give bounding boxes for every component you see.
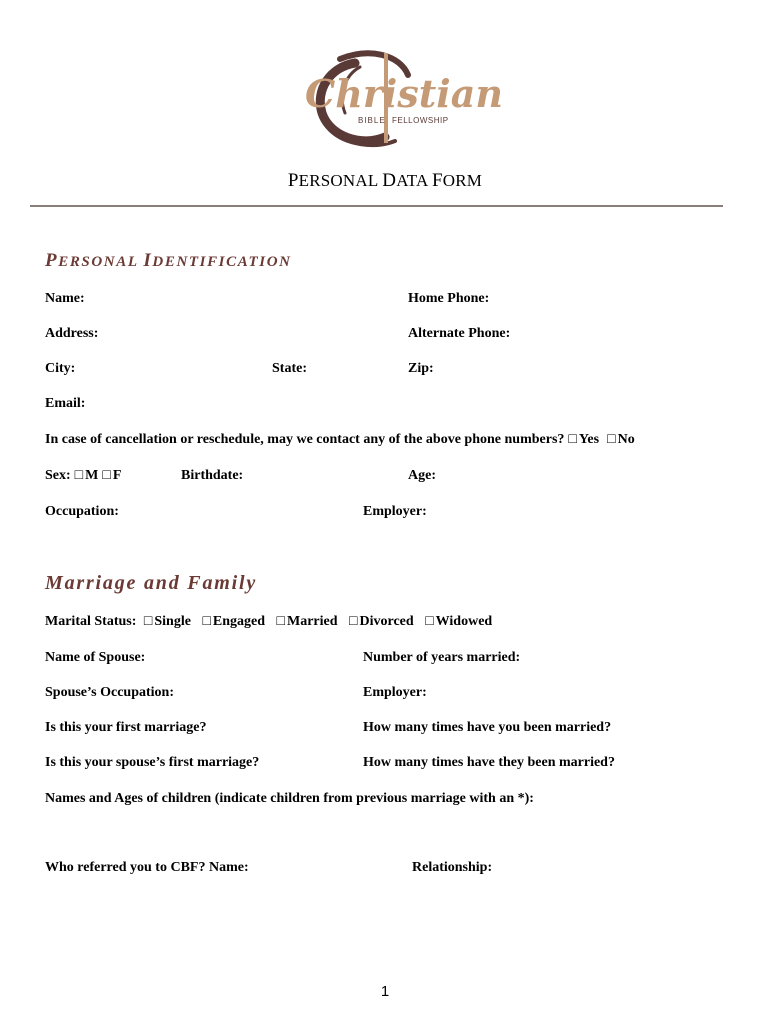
married-checkbox[interactable]: □	[276, 614, 285, 629]
sex-field: Sex: □ M □ F	[45, 468, 122, 483]
marital-status-field: Marital Status: □ Single □ Engaged □ Married □ Divorced □ Widowed	[45, 614, 493, 629]
spouse-occupation-label: Spouse’s Occupation:	[45, 685, 175, 700]
title-divider	[30, 205, 723, 207]
alternate-phone-label: Alternate Phone:	[408, 326, 511, 341]
times-they-married-label: How many times have they been married?	[363, 755, 615, 770]
widowed-checkbox[interactable]: □	[425, 614, 434, 629]
email-label: Email:	[45, 396, 86, 411]
years-married-label: Number of years married:	[363, 650, 521, 665]
section-heading-marriage-family: Marriage and Family	[45, 572, 257, 594]
city-label: City:	[45, 361, 76, 376]
single-checkbox[interactable]: □	[143, 614, 153, 629]
engaged-checkbox[interactable]: □	[202, 614, 211, 629]
no-checkbox[interactable]: □	[607, 432, 616, 447]
first-marriage-label: Is this your first marriage?	[45, 720, 207, 735]
address-label: Address:	[45, 326, 99, 341]
male-checkbox[interactable]: □	[74, 468, 84, 483]
home-phone-label: Home Phone:	[408, 291, 490, 306]
name-label: Name:	[45, 291, 85, 306]
logo-sub-left: BIBLE	[358, 116, 386, 125]
contact-question: In case of cancellation or reschedule, may we contact any of the above phone numbers? □ Yes □ No	[45, 432, 635, 447]
section-heading-personal-identification: PERSONAL IDENTIFICATION	[45, 250, 292, 271]
times-married-label: How many times have you been married?	[363, 720, 612, 735]
referred-by-label: Who referred you to CBF? Name:	[45, 860, 249, 875]
divorced-checkbox[interactable]: □	[349, 614, 358, 629]
spouse-name-label: Name of Spouse:	[45, 650, 146, 665]
age-label: Age:	[408, 468, 436, 483]
zip-label: Zip:	[408, 361, 434, 376]
logo-sub-right: FELLOWSHIP	[392, 116, 449, 125]
state-label: State:	[272, 361, 307, 376]
spouse-employer-label: Employer:	[363, 685, 427, 700]
christian-bible-fellowship-logo	[300, 45, 503, 155]
page-number: 1	[380, 983, 390, 1000]
children-label: Names and Ages of children (indicate children from previous marriage with an *):	[45, 791, 534, 806]
logo-script-text: Christian	[305, 71, 503, 116]
spouse-first-marriage-label: Is this your spouse’s first marriage?	[45, 755, 260, 770]
yes-checkbox[interactable]: □	[568, 432, 577, 447]
employer-label: Employer:	[363, 504, 427, 519]
birthdate-label: Birthdate:	[181, 468, 244, 483]
form-title: PERSONAL DATA FORM	[287, 170, 483, 191]
female-checkbox[interactable]: □	[102, 468, 111, 483]
relationship-label: Relationship:	[412, 860, 493, 875]
occupation-label: Occupation:	[45, 504, 119, 519]
